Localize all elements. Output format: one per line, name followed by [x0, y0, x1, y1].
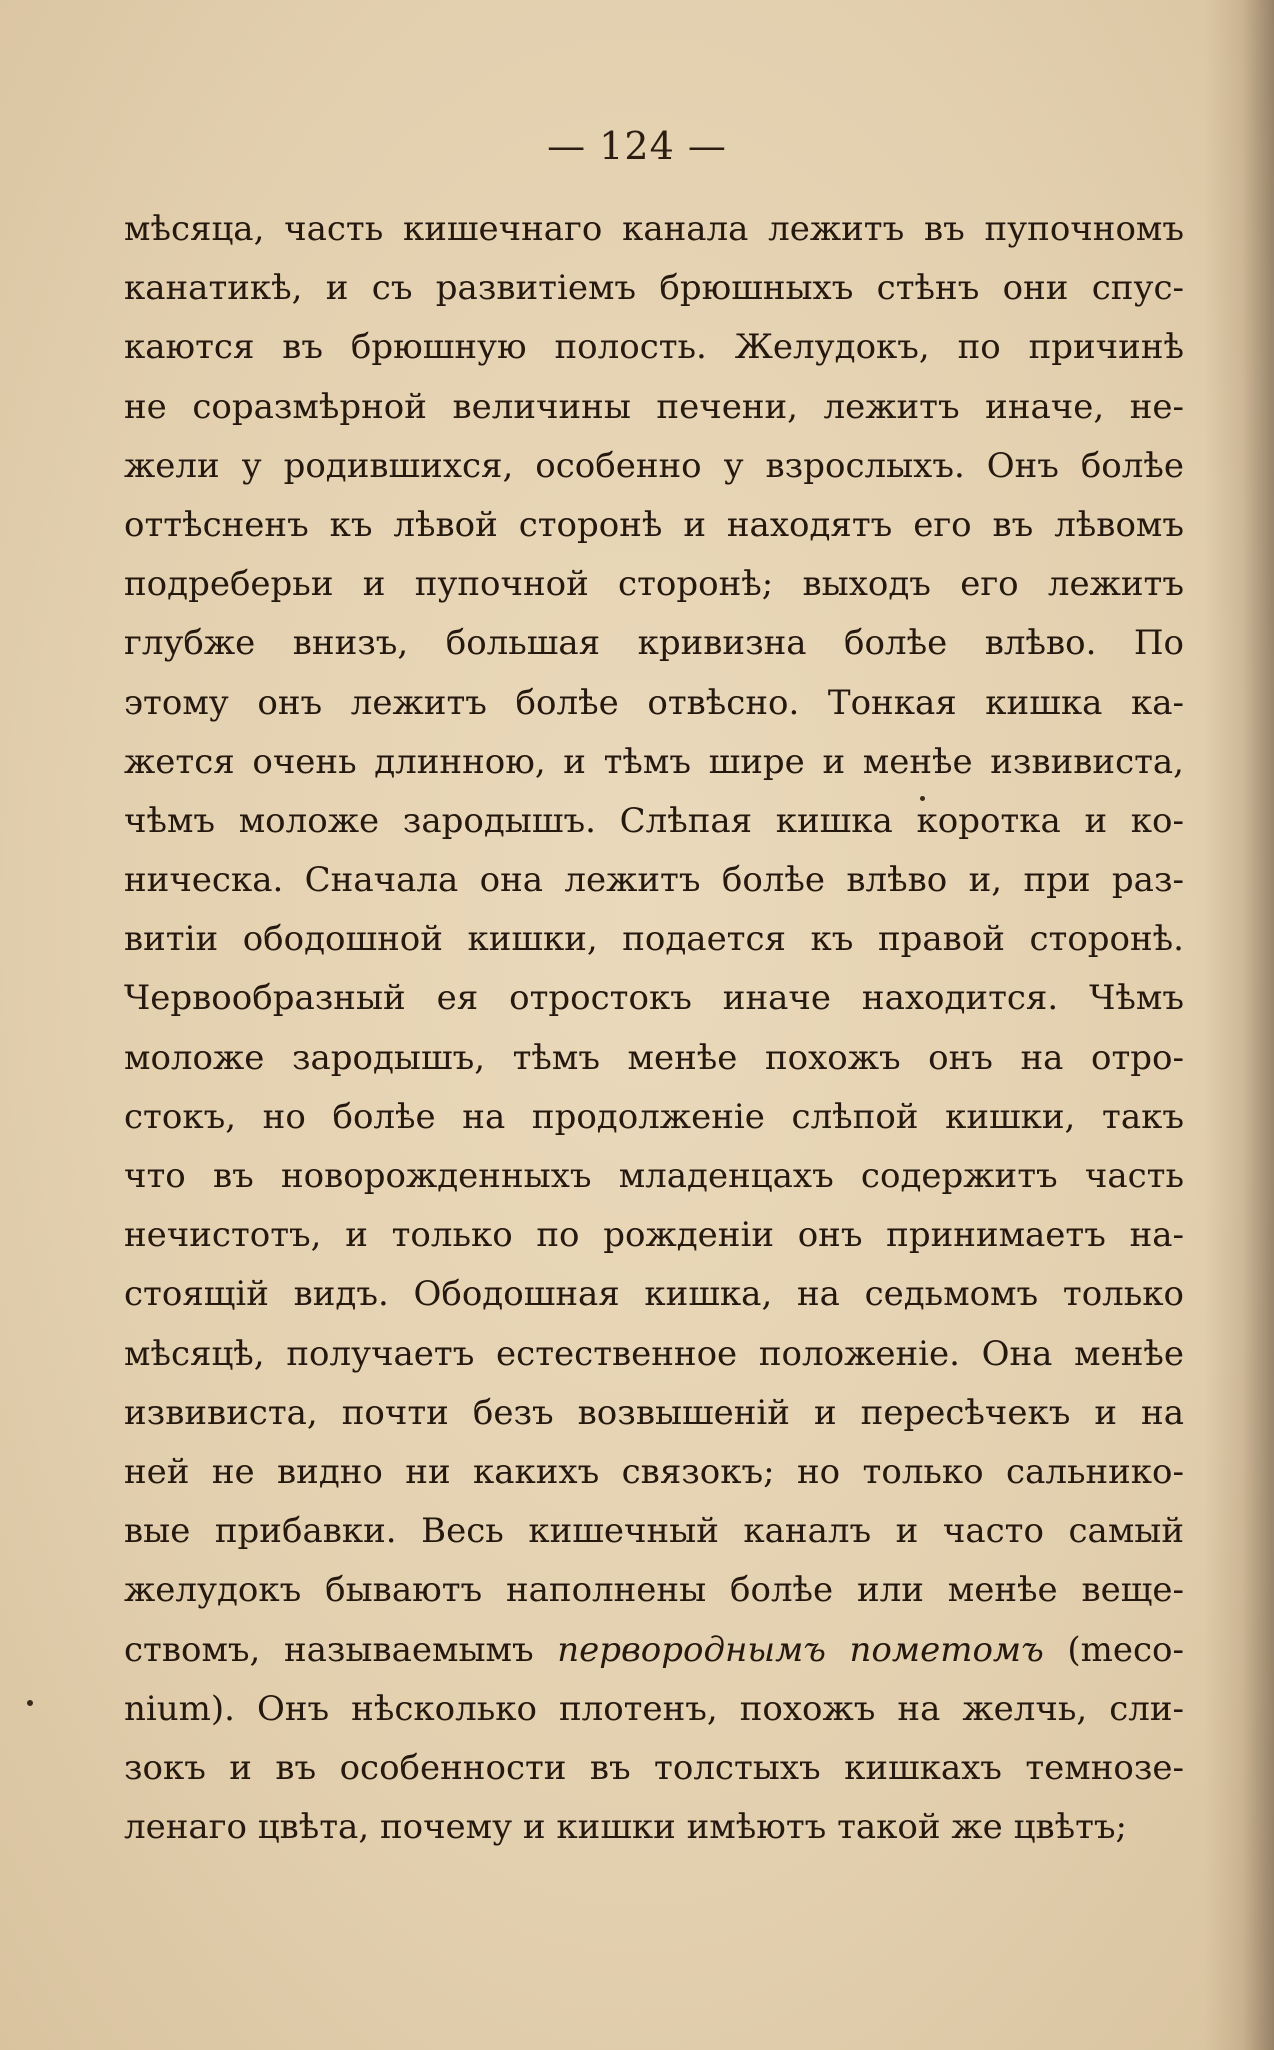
text-line: [124, 259, 1184, 318]
text-segment: мѣсяца, часть кишечнаго канала лежитъ въ пупочномъ: [124, 209, 1184, 249]
text-line: [124, 614, 1184, 673]
text-line: [124, 851, 1184, 910]
italic-term: первороднымъ пометомъ: [557, 1629, 1044, 1670]
text-segment: Червообразный ея отростокъ иначе находится. Чѣмъ: [124, 978, 1184, 1019]
text-line: [124, 1443, 1184, 1502]
text-segment: желудокъ бываютъ наполнены болѣе или менѣе веще-: [124, 1570, 1184, 1611]
text-line: [124, 1739, 1184, 1798]
text-segment: оттѣсненъ къ лѣвой сторонѣ и находятъ его въ лѣвомъ: [124, 504, 1184, 545]
text-line: [124, 1206, 1184, 1265]
text-segment: ническа. Сначала она лежитъ болѣе влѣво и, при раз-: [124, 860, 1184, 901]
text-line: [124, 674, 1184, 733]
text-segment: не соразмѣрной величины печени, лежитъ иначе, не-: [124, 386, 1184, 427]
text-line: [124, 1621, 1184, 1680]
text-line: [124, 1680, 1184, 1739]
text-line: [124, 733, 1184, 792]
text-line: [124, 378, 1184, 437]
text-line: [124, 555, 1184, 614]
text-segment: канатикѣ, и съ развитіемъ брюшныхъ стѣнъ они спус-: [124, 268, 1184, 309]
text-line: [124, 1561, 1184, 1620]
text-line: [124, 910, 1184, 969]
text-segment: извивиста, почти безъ возвышеній и пересѣчекъ и на: [124, 1392, 1184, 1433]
text-segment: каются въ брюшную полость. Желудокъ, по причинѣ: [124, 327, 1184, 368]
ink-speck: [920, 796, 925, 801]
text-line: [124, 437, 1184, 496]
text-segment: жется очень длинною, и тѣмъ шире и менѣе извивиста,: [124, 741, 1184, 782]
text-segment: nium). Онъ нѣсколько плотенъ, похожъ на желчь, сли-: [124, 1688, 1184, 1729]
text-line: [124, 318, 1184, 377]
text-line: [124, 1502, 1184, 1561]
text-line: [124, 1147, 1184, 1206]
text-line: [124, 496, 1184, 555]
text-segment: мѣсяцѣ, получаетъ естественное положеніе. Она менѣе: [124, 1333, 1184, 1374]
text-segment: что въ новорожденныхъ младенцахъ содержитъ часть: [124, 1156, 1184, 1196]
text-line: [124, 200, 1184, 259]
text-segment: этому онъ лежитъ болѣе отвѣсно. Тонкая кишка ка-: [124, 682, 1184, 723]
text-line: [124, 792, 1184, 851]
body-text: [124, 200, 1184, 1857]
text-segment: стоящій видъ. Ободошная кишка, на седьмомъ только: [124, 1274, 1184, 1315]
text-segment: стокъ, но болѣе на продолженіе слѣпой кишки, такъ: [124, 1096, 1184, 1137]
text-line: [124, 1325, 1184, 1384]
text-line: [124, 1384, 1184, 1443]
text-segment: жели у родившихся, особенно у взрослыхъ. Онъ болѣе: [124, 445, 1184, 486]
text-line: [124, 1798, 1184, 1857]
ink-speck: [27, 1700, 33, 1706]
text-segment: (meco-: [1043, 1629, 1184, 1670]
text-line: [124, 969, 1184, 1028]
text-segment: нечистотъ, и только по рожденіи онъ принимаетъ на-: [124, 1215, 1184, 1256]
text-line: [124, 1265, 1184, 1324]
text-line: [124, 1088, 1184, 1147]
page-gutter-shadow: [1204, 0, 1274, 2050]
text-line: [124, 1029, 1184, 1088]
text-segment: ней не видно ни какихъ связокъ; но только сальнико-: [124, 1451, 1184, 1492]
text-segment: ствомъ, называемымъ: [124, 1629, 558, 1670]
text-segment: чѣмъ моложе зародышъ. Слѣпая кишка коротка и ко-: [124, 800, 1184, 841]
text-segment: моложе зародышъ, тѣмъ менѣе похожъ онъ на отро-: [124, 1037, 1184, 1078]
page-number: — 124 —: [547, 124, 727, 168]
text-segment: зокъ и въ особенности въ толстыхъ кишкахъ темнозе-: [124, 1747, 1184, 1788]
text-segment: подреберьи и пупочной сторонѣ; выходъ его лежитъ: [124, 564, 1184, 605]
text-segment: глубже внизъ, большая кривизна болѣе влѣво. По: [124, 623, 1184, 664]
text-segment: витіи ободошной кишки, подается къ правой сторонѣ.: [124, 919, 1184, 960]
text-segment: вые прибавки. Весь кишечный каналъ и часто самый: [124, 1511, 1184, 1552]
text-segment: ленаго цвѣта, почему и кишки имѣютъ такой же цвѣтъ;: [124, 1807, 1127, 1848]
